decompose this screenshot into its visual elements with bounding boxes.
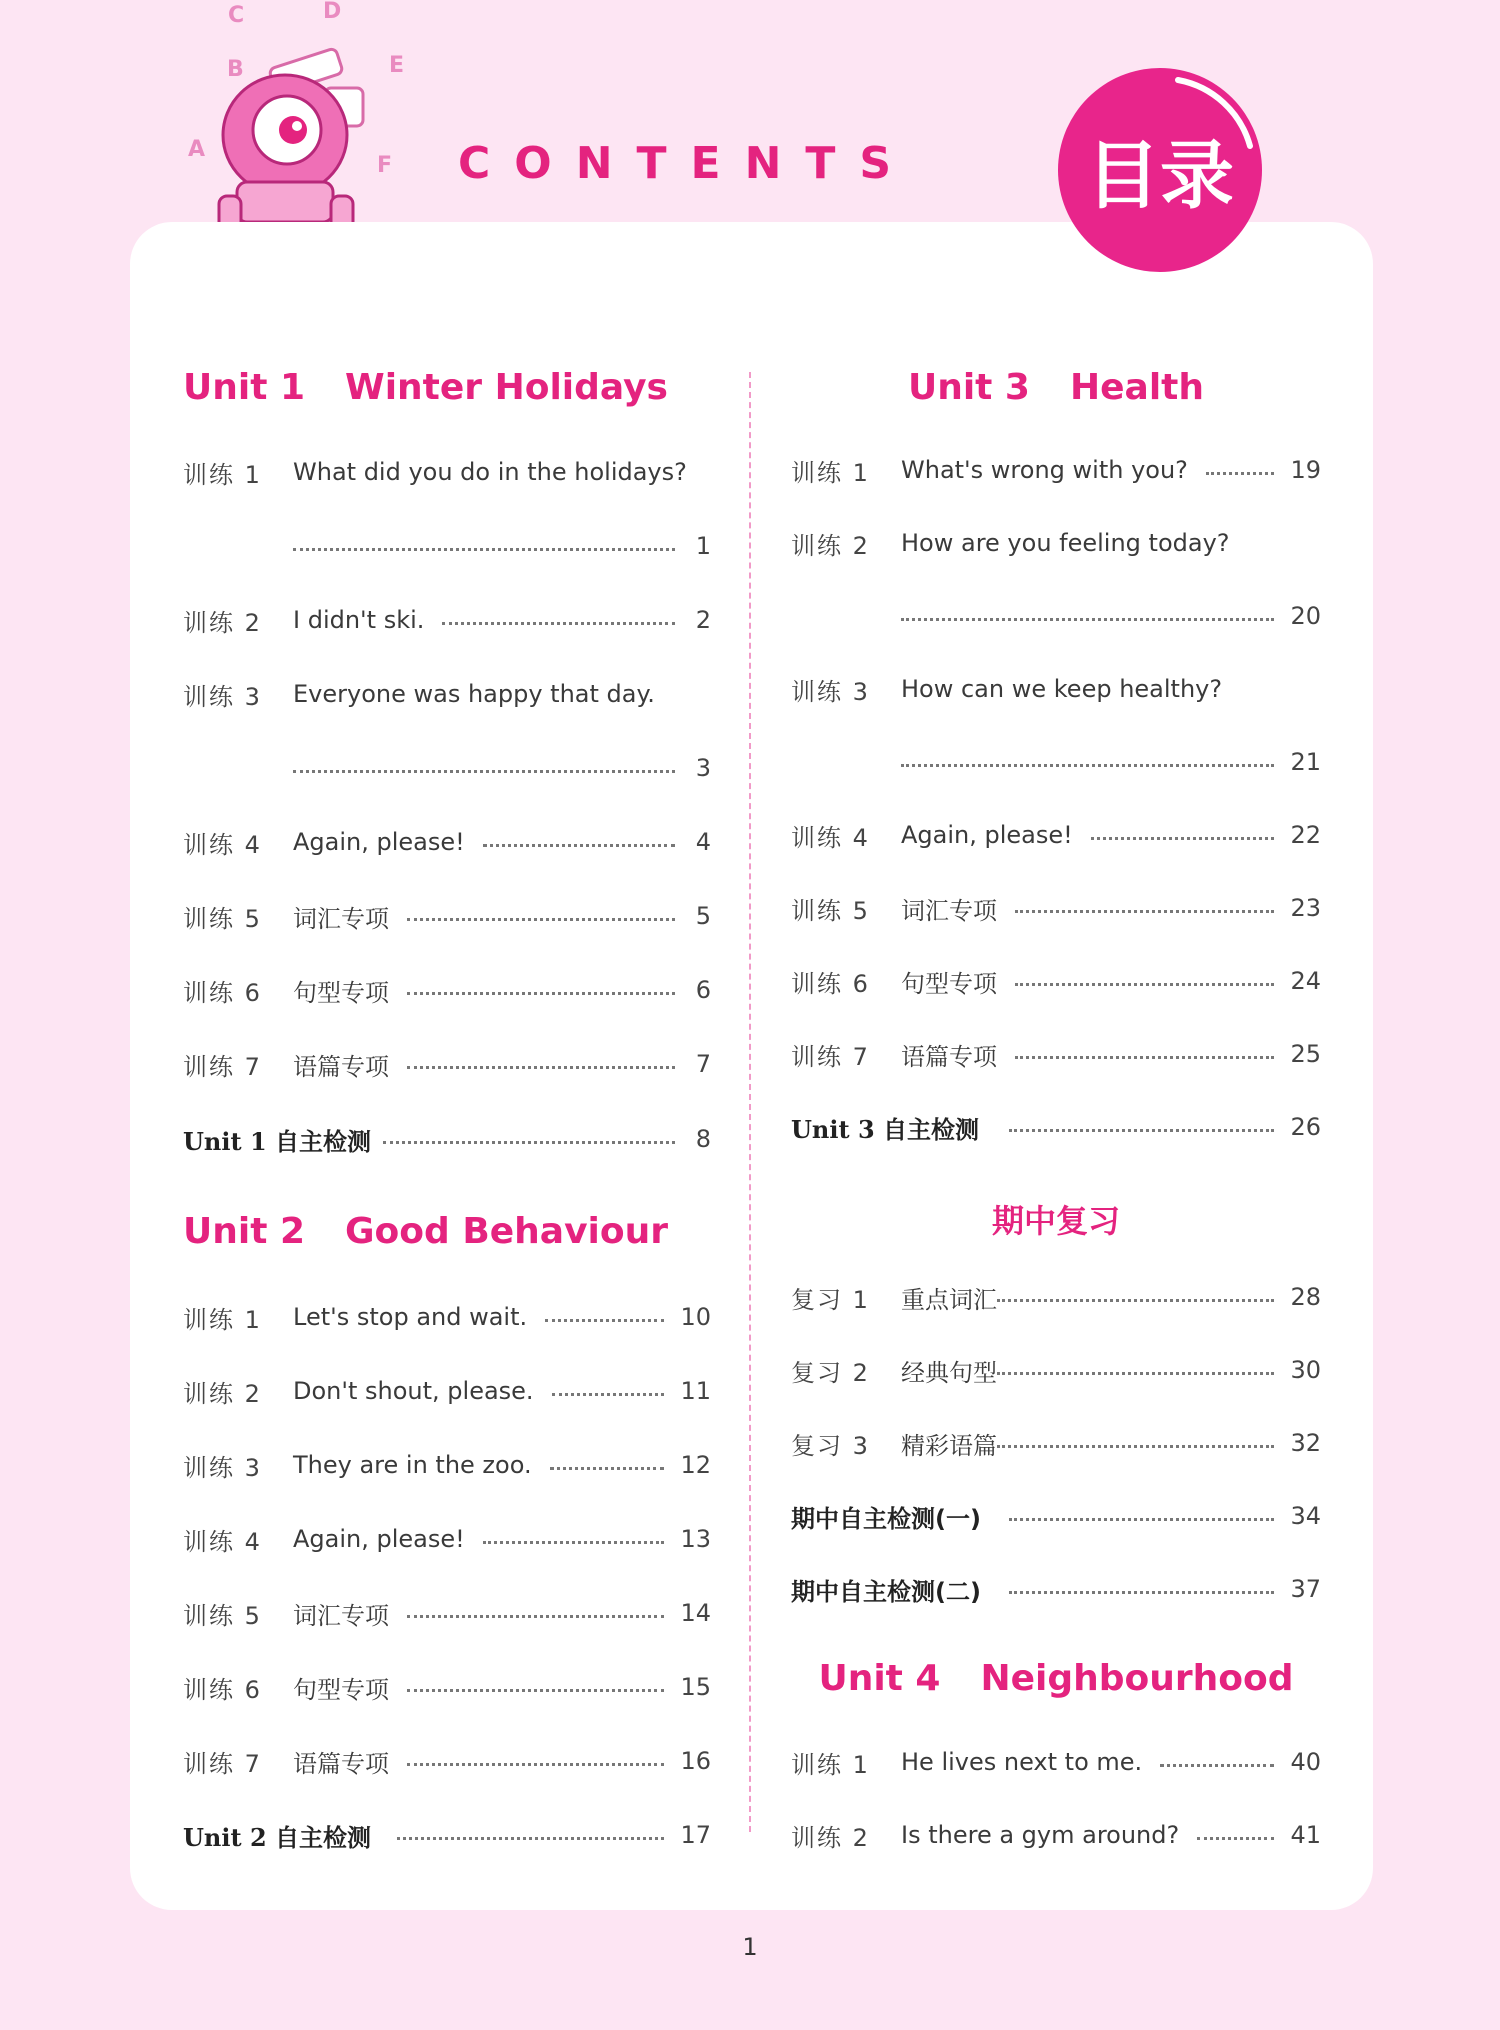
dot-leader	[407, 1763, 664, 1766]
entry-title: 重点词汇	[901, 1285, 997, 1314]
toc-entry-continuation[interactable]	[791, 596, 1321, 636]
unit-number: Unit 3	[907, 367, 1030, 408]
dot-leader	[1009, 1129, 1274, 1132]
unit-heading	[183, 367, 711, 408]
dot-leader	[442, 622, 675, 625]
toc-entry[interactable]	[791, 888, 1321, 928]
dot-leader	[997, 1372, 1274, 1375]
toc-entry[interactable]	[183, 896, 711, 936]
toc-entry[interactable]	[183, 1593, 711, 1633]
dot-leader	[1015, 910, 1274, 913]
entry-page: 24	[1290, 967, 1321, 995]
toc-entry[interactable]	[791, 1034, 1321, 1074]
toc-entry[interactable]	[183, 600, 711, 640]
midterm-heading: 期中复习	[991, 1202, 1120, 1240]
entry-title: 语篇专项	[293, 1749, 389, 1778]
dot-leader	[901, 764, 1274, 767]
badge-text: 目录	[1086, 133, 1234, 219]
entry-label: 训练 4	[183, 1527, 262, 1556]
unit-number: Unit 2	[183, 1211, 305, 1252]
dot-leader	[483, 1541, 665, 1544]
entry-label: 训练 3	[183, 682, 262, 711]
mascot-letter: B	[227, 57, 244, 82]
entry-page: 1	[695, 532, 711, 560]
entry-page: 10	[680, 1303, 711, 1331]
entry-page: 14	[680, 1599, 711, 1627]
toc-entry[interactable]	[183, 1741, 711, 1781]
entry-page: 7	[695, 1050, 711, 1078]
unit-name: Winter Holidays	[345, 367, 668, 408]
entry-page: 17	[680, 1821, 711, 1849]
toc-entry[interactable]	[183, 970, 711, 1010]
entry-page: 23	[1290, 894, 1321, 922]
mascot-letter: A	[188, 137, 206, 162]
toc-entry[interactable]	[183, 1297, 711, 1337]
toc-entry[interactable]	[791, 523, 1321, 563]
entry-label: 训练 1	[183, 1305, 262, 1334]
entry-title: 词汇专项	[901, 896, 997, 925]
entry-page: 19	[1290, 456, 1321, 484]
mascot-letter: F	[377, 153, 393, 178]
entry-page: 21	[1290, 748, 1321, 776]
entry-title: I didn't ski.	[293, 606, 425, 634]
entry-label: 训练 4	[183, 830, 262, 859]
unit-name: Neighbourhood	[980, 1658, 1294, 1699]
toc-entry-continuation[interactable]	[791, 742, 1321, 782]
entry-title: 词汇专项	[293, 1601, 389, 1630]
entry-page: 22	[1290, 821, 1321, 849]
entry-page: 41	[1290, 1821, 1321, 1849]
entry-title: 句型专项	[901, 969, 997, 998]
dot-leader	[293, 548, 675, 551]
toc-entry[interactable]	[791, 1815, 1321, 1855]
unit-number: Unit 1	[183, 367, 305, 408]
entry-label: 训练 1	[183, 460, 262, 489]
entry-title: 语篇专项	[901, 1042, 997, 1071]
column-divider	[749, 372, 751, 1832]
entry-title: 经典句型	[901, 1358, 997, 1387]
entry-page: 20	[1290, 602, 1321, 630]
entry-page: 26	[1290, 1113, 1321, 1141]
unit-number: Unit 4	[818, 1658, 941, 1699]
dot-leader	[407, 1689, 664, 1692]
entry-title: What did you do in the holidays?	[293, 458, 687, 486]
unit-name: Good Behaviour	[345, 1211, 669, 1252]
entry-title: He lives next to me.	[901, 1748, 1143, 1776]
entry-label: 训练 2	[791, 531, 870, 560]
contents-title: CONTENTS	[458, 138, 916, 189]
unit-heading	[183, 1211, 711, 1252]
dot-leader	[1015, 1056, 1274, 1059]
entry-title: Unit 1 自主检测	[183, 1126, 371, 1156]
entry-label: 复习 1	[791, 1285, 870, 1314]
entry-title: 期中自主检测(二)	[791, 1577, 981, 1606]
toc-entry[interactable]	[183, 1667, 711, 1707]
dot-leader	[1015, 983, 1274, 986]
dot-leader	[383, 1141, 675, 1144]
entry-label: 训练 5	[183, 1601, 262, 1630]
entry-page: 12	[680, 1451, 711, 1479]
entry-page: 4	[695, 828, 711, 856]
entry-page: 37	[1290, 1575, 1321, 1603]
mascot-letter: E	[389, 53, 405, 78]
toc-entry[interactable]	[791, 815, 1321, 855]
dot-leader	[407, 992, 675, 995]
unit-heading	[791, 367, 1321, 408]
entry-label: 训练 7	[791, 1042, 870, 1071]
dot-leader	[407, 918, 675, 921]
entry-label: 训练 7	[183, 1749, 262, 1778]
unit-name: Health	[1069, 367, 1204, 408]
dot-leader	[407, 1615, 664, 1618]
toc-entry[interactable]	[791, 1742, 1321, 1782]
entry-title: Don't shout, please.	[293, 1377, 534, 1405]
toc-entry[interactable]	[791, 1350, 1321, 1390]
entry-title: 精彩语篇	[901, 1431, 997, 1460]
toc-entry[interactable]	[183, 1445, 711, 1485]
entry-page: 2	[695, 606, 711, 634]
toc-entry[interactable]	[183, 674, 711, 714]
entry-title: They are in the zoo.	[293, 1451, 532, 1479]
entry-title: Unit 3 自主检测	[791, 1114, 979, 1144]
dot-leader	[1160, 1764, 1274, 1767]
entry-page: 34	[1290, 1502, 1321, 1530]
entry-page: 13	[680, 1525, 711, 1553]
toc-entry[interactable]	[791, 1277, 1321, 1317]
dot-leader	[1009, 1591, 1275, 1594]
mascot-letter: C	[228, 3, 245, 28]
entry-page: 16	[680, 1747, 711, 1775]
entry-label: 训练 7	[183, 1052, 262, 1081]
entry-label: 训练 6	[791, 969, 870, 998]
entry-label: 训练 5	[183, 904, 262, 933]
dot-leader	[552, 1393, 665, 1396]
entry-title: Again, please!	[901, 821, 1073, 849]
page-number: 1	[742, 1933, 758, 1961]
entry-page: 8	[695, 1125, 711, 1153]
entry-label: 训练 5	[791, 896, 870, 925]
entry-label: 训练 3	[791, 677, 870, 706]
toc-entry[interactable]	[183, 1044, 711, 1084]
entry-page: 11	[680, 1377, 711, 1405]
toc-entry[interactable]	[791, 1423, 1321, 1463]
dot-leader	[997, 1299, 1274, 1302]
toc-entry-test[interactable]	[791, 1569, 1321, 1609]
entry-title: Unit 2 自主检测	[183, 1822, 371, 1852]
entry-label: 训练 4	[791, 823, 870, 852]
entry-title: Is there a gym around?	[901, 1821, 1180, 1849]
entry-label: 训练 6	[183, 1675, 262, 1704]
toc-entry[interactable]	[183, 452, 711, 492]
entry-title: 句型专项	[293, 978, 389, 1007]
dot-leader	[407, 1066, 675, 1069]
toc-entry-test[interactable]	[791, 1496, 1321, 1536]
entry-page: 25	[1290, 1040, 1321, 1068]
entry-page: 5	[695, 902, 711, 930]
dot-leader	[1009, 1518, 1275, 1521]
toc-entry[interactable]	[791, 961, 1321, 1001]
entry-page: 40	[1290, 1748, 1321, 1776]
entry-title: What's wrong with you?	[901, 456, 1188, 484]
toc-entry-test[interactable]	[183, 1119, 711, 1159]
dot-leader	[550, 1467, 665, 1470]
toc-entry-test[interactable]	[791, 1107, 1321, 1147]
entry-label: 训练 1	[791, 458, 870, 487]
entry-title: 语篇专项	[293, 1052, 389, 1081]
dot-leader	[1206, 472, 1275, 475]
entry-page: 3	[695, 754, 711, 782]
entry-title: Everyone was happy that day.	[293, 680, 655, 708]
dot-leader	[397, 1837, 664, 1840]
entry-title: 句型专项	[293, 1675, 389, 1704]
entry-title: Again, please!	[293, 828, 465, 856]
unit-heading	[791, 1658, 1321, 1699]
dot-leader	[293, 770, 675, 773]
entry-page: 28	[1290, 1283, 1321, 1311]
entry-title: How can we keep healthy?	[901, 675, 1223, 703]
toc-entry[interactable]	[791, 450, 1321, 490]
mulu-badge	[1058, 68, 1262, 272]
entry-label: 训练 2	[791, 1823, 870, 1852]
toc-entry-continuation[interactable]	[183, 526, 711, 566]
entry-page: 6	[695, 976, 711, 1004]
entry-label: 训练 2	[183, 608, 262, 637]
entry-title: 词汇专项	[293, 904, 389, 933]
entry-label: 训练 2	[183, 1379, 262, 1408]
toc-entry[interactable]	[791, 669, 1321, 709]
entry-label: 训练 3	[183, 1453, 262, 1482]
toc-entry-continuation[interactable]	[183, 748, 711, 788]
entry-page: 32	[1290, 1429, 1321, 1457]
mascot-letter: D	[323, 0, 342, 24]
dot-leader	[1091, 837, 1275, 840]
dot-leader	[545, 1319, 664, 1322]
entry-label: 复习 3	[791, 1431, 870, 1460]
toc-entry[interactable]	[183, 1371, 711, 1411]
entry-page: 30	[1290, 1356, 1321, 1384]
entry-title: Again, please!	[293, 1525, 465, 1553]
entry-title: 期中自主检测(一)	[791, 1504, 981, 1533]
toc-entry-test[interactable]	[183, 1815, 711, 1855]
toc-entry[interactable]	[183, 822, 711, 862]
entry-label: 训练 1	[791, 1750, 870, 1779]
entry-title: How are you feeling today?	[901, 529, 1230, 557]
dot-leader	[997, 1445, 1274, 1448]
toc-entry[interactable]	[183, 1519, 711, 1559]
dot-leader	[901, 618, 1274, 621]
dot-leader	[1197, 1837, 1274, 1840]
entry-title: Let's stop and wait.	[293, 1303, 528, 1331]
entry-label: 训练 6	[183, 978, 262, 1007]
dot-leader	[483, 844, 675, 847]
entry-label: 复习 2	[791, 1358, 870, 1387]
entry-page: 15	[680, 1673, 711, 1701]
